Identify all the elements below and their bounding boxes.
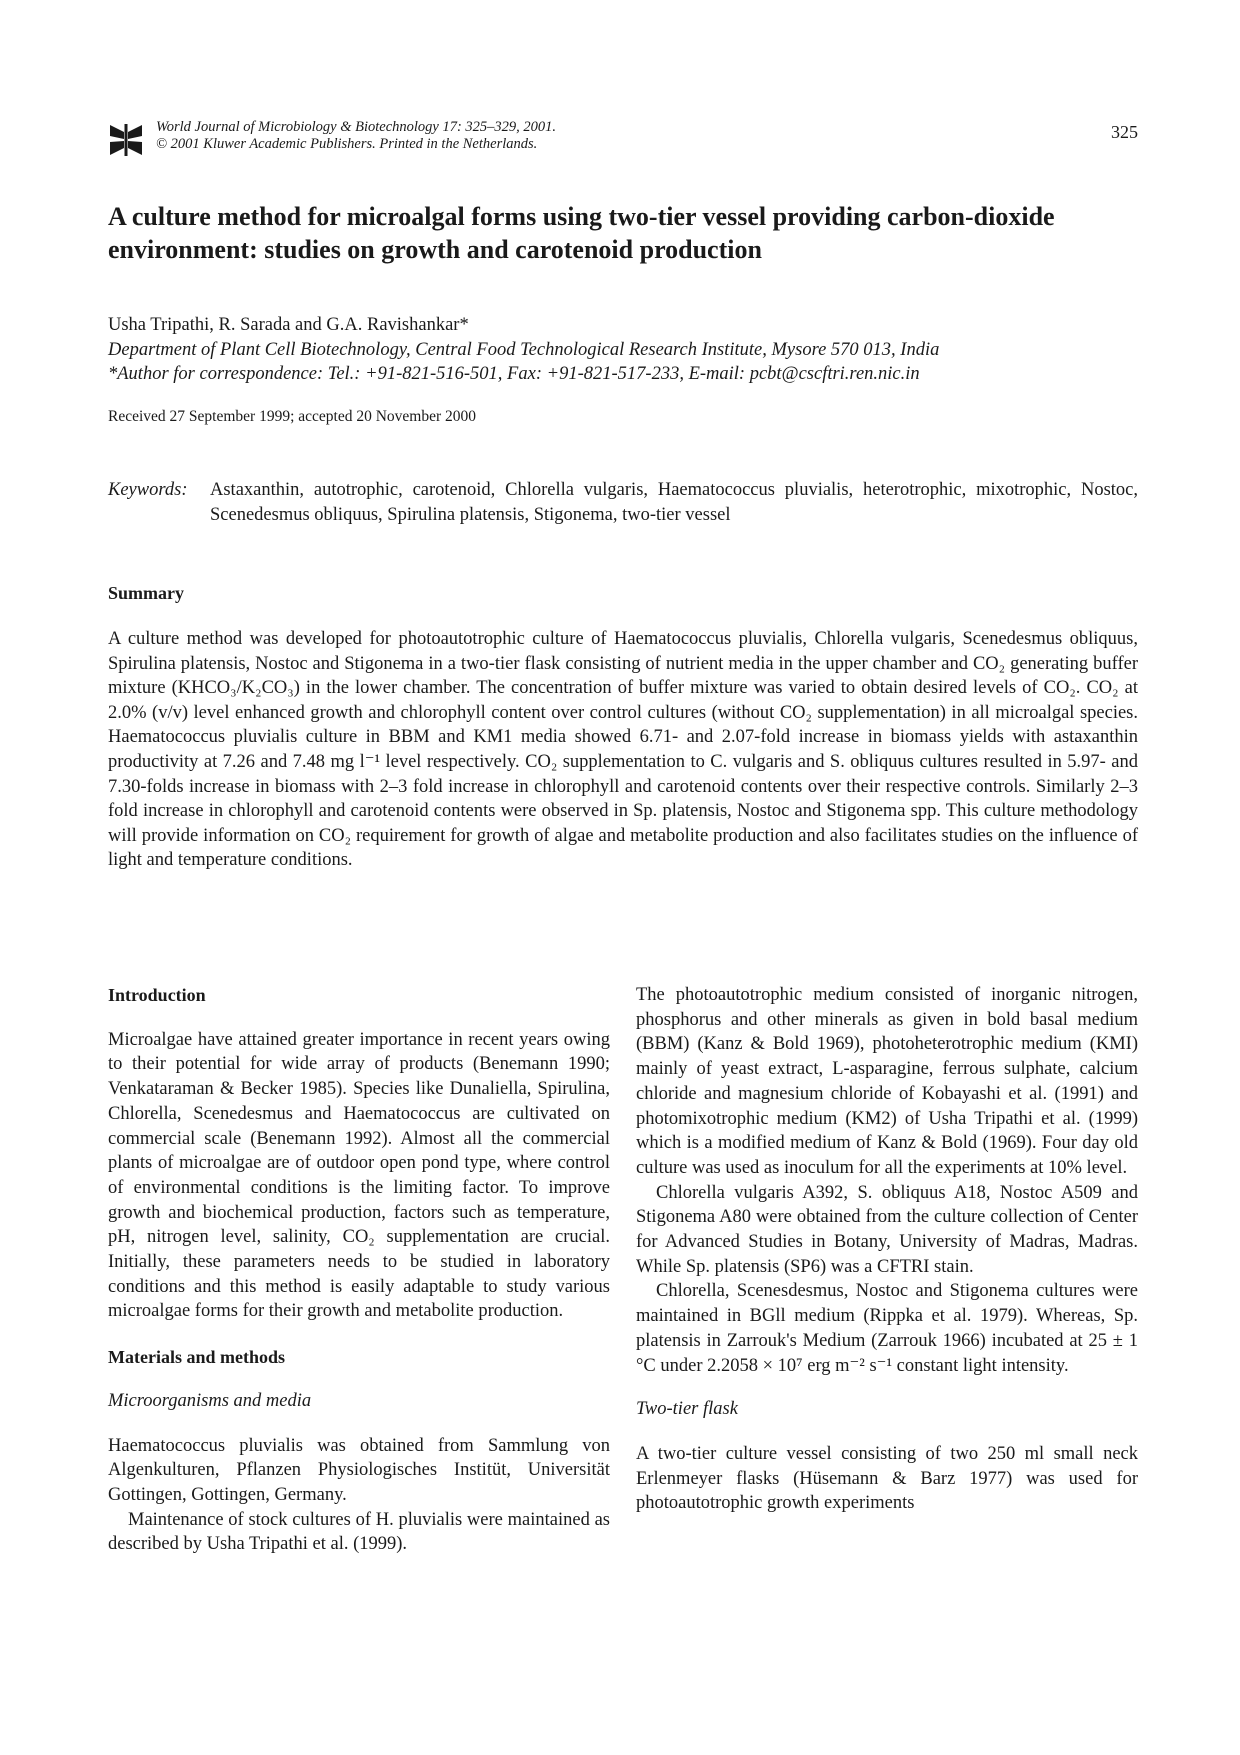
- methods-paragraph-4: Chlorella vulgaris A392, S. obliquus A18, Nostoc A509 and Stigonema A80 were obtained from the culture collection of Center for Advanced Studies in Botany, University of Madras, Madras. While Sp. platensis (SP6) was a CFTRI stain.: [636, 1182, 1138, 1277]
- left-column: [108, 983, 610, 1557]
- methods-paragraph-3: The photoautotrophic medium consisted of inorganic nitrogen, phosphorus and other minerals as given in bold basal medium (BBM) (Kanz & Bold 1969), photoheterotrophic medium (KMI) mainly of yeast extract, L-asparagine, ferrous sulphate, calcium chloride and magnesium chloride of Kobayashi et al. (1991) and photomixotrophic medium (KM2) of Usha Tripathi et al. (1999) which is a modified medium of Kanz & Bold (1969). Four day old culture was used as inoculum for all the experiments at 10% level.: [636, 985, 1138, 1178]
- introduction-heading: Introduction: [108, 985, 206, 1005]
- journal-citation: World Journal of Microbiology & Biotechnology 17: 325–329, 2001.: [156, 119, 557, 135]
- keywords-label: Keywords:: [108, 480, 188, 500]
- keywords-text: Astaxanthin, autotrophic, carotenoid, Chlorella vulgaris, Haematococcus pluvialis, heterotrophic, mixotrophic, Nostoc, Scenedesmus obliquus, Spirulina platensis, Stigonema, two-tier vessel: [210, 480, 1138, 525]
- introduction-paragraph: Microalgae have attained greater importance in recent years owing to their potential for wide array of products (Benemann 1990; Venkataraman & Becker 1985). Species like Dunaliella, Spirulina, Chlorella, Scenedesmus and Haematococcus are cultivated on commercial scale (Benemann 1992). Almost all the commercial plants of microalgae are of outdoor open pond type, where control of environmental conditions is the limiting factor. To improve growth and biochemical production, factors such as temperature, pH, nitrogen level, salinity, CO₂ supplementation are crucial. Initially, these parameters needs to be studied in laboratory conditions and this method is easily adaptable to study various microalgae forms for their growth and metabolite production.: [108, 1029, 610, 1322]
- author-affiliation: Department of Plant Cell Biotechnology, Central Food Technological Research Institute, Mysore 570 013, India: [108, 340, 940, 360]
- summary-heading: Summary: [108, 583, 184, 603]
- page-number: 325: [1111, 122, 1138, 142]
- methods-paragraph-2: Maintenance of stock cultures of H. pluvialis were maintained as described by Usha Tripathi et al. (1999).: [108, 1509, 610, 1555]
- two-tier-paragraph: A two-tier culture vessel consisting of two 250 ml small neck Erlenmeyer flasks (Hüsemann & Barz 1977) was used for photoautotrophic growth experiments: [636, 1443, 1138, 1514]
- right-column: [636, 983, 1138, 1516]
- microorganisms-heading: Microorganisms and media: [108, 1390, 312, 1411]
- correspondence-details: *Author for correspondence: Tel.: +91-821-516-501, Fax: +91-821-517-233, E-mail: pcbt@cscftri.ren.nic.in: [108, 364, 920, 384]
- publisher-logo-icon: [108, 122, 144, 158]
- two-tier-heading: Two-tier flask: [636, 1399, 738, 1420]
- page-header: [108, 118, 1138, 162]
- article-title: A culture method for microalgal forms using two-tier vessel providing carbon-dioxide environment: studies on growth and carotenoid production: [108, 202, 1055, 264]
- methods-paragraph-5: Chlorella, Scenesdesmus, Nostoc and Stigonema cultures were maintained in BGll medium (Rippka et al. 1979). Whereas, Sp. platensis in Zarrouk's Medium (Zarrouk 1966) incubated at 25 ± 1 °C under 2.2058 × 10⁷ erg m⁻² s⁻¹ constant light intensity.: [636, 1281, 1138, 1376]
- summary-text: A culture method was developed for photoautotrophic culture of Haematococcus pluvialis, Chlorella vulgaris, Scenedesmus obliquus, Spirulina platensis, Nostoc and Stigonema in a two-tier flask consisting of nutrient media in the upper chamber and CO₂ generating buffer mixture (KHCO₃/K₂CO₃) in the lower chamber. The concentration of buffer mixture was varied to obtain desired levels of CO₂. CO₂ at 2.0% (v/v) level enhanced growth and chlorophyll content over control cultures (without CO₂ supplementation) in all microalgal species. Haematococcus pluvialis culture in BBM and KM1 media showed 6.71- and 2.07-fold increase in biomass yields with astaxanthin productivity at 7.26 and 7.48 mg l⁻¹ level respectively. CO₂ supplementation to C. vulgaris and S. obliquus cultures resulted in 5.97- and 7.30-folds increase in biomass with 2–3 fold increase in chlorophyll and carotenoid contents over their respective controls. Similarly 2–3 fold increase in chlorophyll and carotenoid contents were observed in Sp. platensis, Nostoc and Stigonema spp. This culture methodology will provide information on CO₂ requirement for growth of algae and metabolite production and also facilitates studies on the influence of light and temperature conditions.: [108, 629, 1138, 871]
- keywords-block: [108, 478, 1138, 528]
- methods-heading: Materials and methods: [108, 1347, 285, 1368]
- received-dates: Received 27 September 1999; accepted 20 November 2000: [108, 408, 477, 425]
- methods-paragraph-1: Haematococcus pluvialis was obtained from Sammlung von Algenkulturen, Pflanzen Physiologisches Institüt, Universität Gottingen, Gottingen, Germany.: [108, 1435, 610, 1505]
- author-list: Usha Tripathi, R. Sarada and G.A. Ravishankar*: [108, 315, 469, 335]
- copyright-notice: © 2001 Kluwer Academic Publishers. Printed in the Netherlands.: [156, 136, 538, 152]
